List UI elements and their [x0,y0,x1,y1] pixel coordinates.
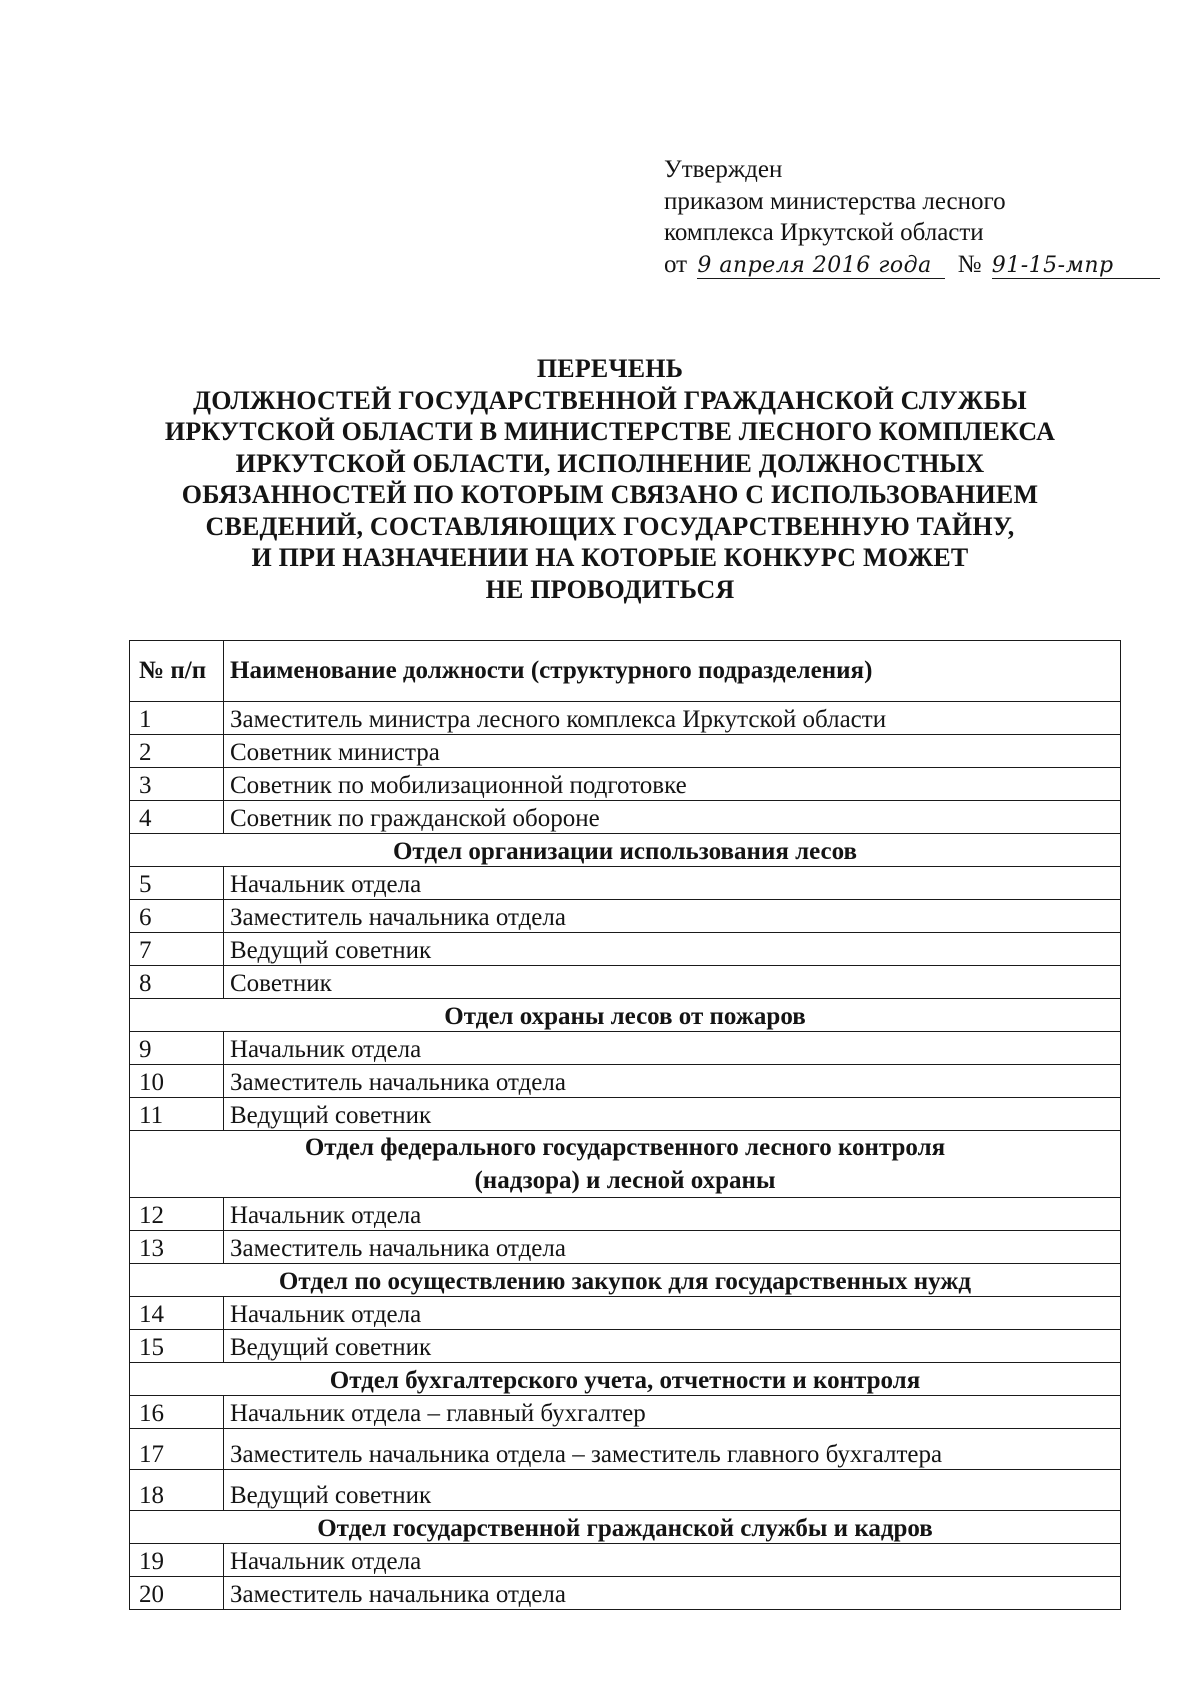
table-row [130,1231,1121,1264]
table-row [130,1032,1121,1065]
table-row [130,801,1121,834]
row-number: 13 [130,1231,224,1264]
approval-date-line [664,249,1160,281]
section-row [130,834,1121,867]
section-title [130,1131,1121,1198]
table-row [130,933,1121,966]
table-row [130,1065,1121,1098]
title-line: ПЕРЕЧЕНЬ [536,354,684,383]
handwritten-date: 9 апреля 2016 года [697,254,945,279]
position-name: Заместитель начальника отдела [224,1577,1121,1610]
position-name: Советник по гражданской обороне [224,801,1121,834]
from-prefix: от [664,250,688,278]
approval-line: комплекса Иркутской области [664,219,984,246]
table-header-row [130,641,1121,702]
row-number: 17 [130,1429,224,1470]
title-line: И ПРИ НАЗНАЧЕНИИ НА КОТОРЫЕ КОНКУРС МОЖЕТ [251,543,969,572]
section-title-line: (надзора) и лесной охраны [474,1167,776,1194]
position-name: Начальник отдела [224,1198,1121,1231]
table-row [130,867,1121,900]
title-line: ИРКУТСКОЙ ОБЛАСТИ, ИСПОЛНЕНИЕ ДОЛЖНОСТНЫХ [235,448,985,478]
position-name: Начальник отдела [224,1297,1121,1330]
approval-block [664,154,1160,280]
row-number: 14 [130,1297,224,1330]
title-line: НЕ ПРОВОДИТЬСЯ [485,574,735,604]
row-number: 2 [130,735,224,768]
section-row [130,1363,1121,1396]
row-number: 16 [130,1396,224,1429]
table-row [130,900,1121,933]
section-title-line: Отдел федерального государственного лесного контроля [304,1134,946,1161]
section-row [130,1131,1121,1198]
position-name: Начальник отдела [224,867,1121,900]
header-name: Наименование должности (структурного подразделения) [224,641,1121,702]
position-name: Ведущий советник [224,1470,1121,1511]
section-title: Отдел организации использования лесов [130,834,1121,867]
position-name: Начальник отдела [224,1032,1121,1065]
table-row [130,1577,1121,1610]
section-title: Отдел государственной гражданской службы и кадров [130,1511,1121,1544]
table-row [130,1470,1121,1511]
row-number: 4 [130,801,224,834]
position-name: Советник по мобилизационной подготовке [224,768,1121,801]
handwritten-order-number: 91-15-мпр [992,254,1160,279]
position-name: Заместитель начальника отдела [224,1065,1121,1098]
approval-line: приказом министерства лесного [664,187,1006,215]
document-title [140,353,1080,605]
position-name: Заместитель министра лесного комплекса Иркутской области [224,702,1121,735]
row-number: 7 [130,933,224,966]
position-name: Заместитель начальника отдела [224,900,1121,933]
table-row [130,1297,1121,1330]
title-line: ДОЛЖНОСТЕЙ ГОСУДАРСТВЕННОЙ ГРАЖДАНСКОЙ СЛУЖБЫ [193,385,1027,415]
position-name: Советник [224,966,1121,999]
row-number: 5 [130,867,224,900]
table-row [130,735,1121,768]
table-row [130,1098,1121,1131]
row-number: 20 [130,1577,224,1610]
title-line: ИРКУТСКОЙ ОБЛАСТИ В МИНИСТЕРСТВЕ ЛЕСНОГО КОМПЛЕКСА [164,417,1056,446]
position-name: Советник министра [224,735,1121,768]
section-title: Отдел бухгалтерского учета, отчетности и контроля [130,1363,1121,1396]
table-row [130,966,1121,999]
section-row [130,999,1121,1032]
row-number: 1 [130,702,224,735]
table-row [130,768,1121,801]
position-name: Ведущий советник [224,1098,1121,1131]
row-number: 3 [130,768,224,801]
approval-line: Утвержден [664,156,783,183]
number-sign: № [957,250,982,278]
header-num: № п/п [130,641,224,702]
positions-table [129,640,1121,1610]
position-name: Ведущий советник [224,1330,1121,1363]
title-line: ОБЯЗАННОСТЕЙ ПО КОТОРЫМ СВЯЗАНО С ИСПОЛЬЗОВАНИЕМ [181,480,1039,509]
row-number: 11 [130,1098,224,1131]
table-row [130,1396,1121,1429]
position-name: Ведущий советник [224,933,1121,966]
table-row [130,702,1121,735]
table-row [130,1330,1121,1363]
position-name: Начальник отдела [224,1544,1121,1577]
section-row [130,1511,1121,1544]
position-name: Заместитель начальника отдела – заместитель главного бухгалтера [224,1429,1121,1470]
position-name: Начальник отдела – главный бухгалтер [224,1396,1121,1429]
row-number: 6 [130,900,224,933]
section-title: Отдел по осуществлению закупок для государственных нужд [130,1264,1121,1297]
row-number: 19 [130,1544,224,1577]
table-row [130,1429,1121,1470]
row-number: 10 [130,1065,224,1098]
section-title: Отдел охраны лесов от пожаров [130,999,1121,1032]
row-number: 12 [130,1198,224,1231]
row-number: 8 [130,966,224,999]
positions-table-body [130,641,1121,1610]
row-number: 15 [130,1330,224,1363]
position-name: Заместитель начальника отдела [224,1231,1121,1264]
table-row [130,1544,1121,1577]
table-row [130,1198,1121,1231]
section-row [130,1264,1121,1297]
title-line: СВЕДЕНИЙ, СОСТАВЛЯЮЩИХ ГОСУДАРСТВЕННУЮ ТАЙНУ, [205,511,1015,541]
row-number: 9 [130,1032,224,1065]
row-number: 18 [130,1470,224,1511]
